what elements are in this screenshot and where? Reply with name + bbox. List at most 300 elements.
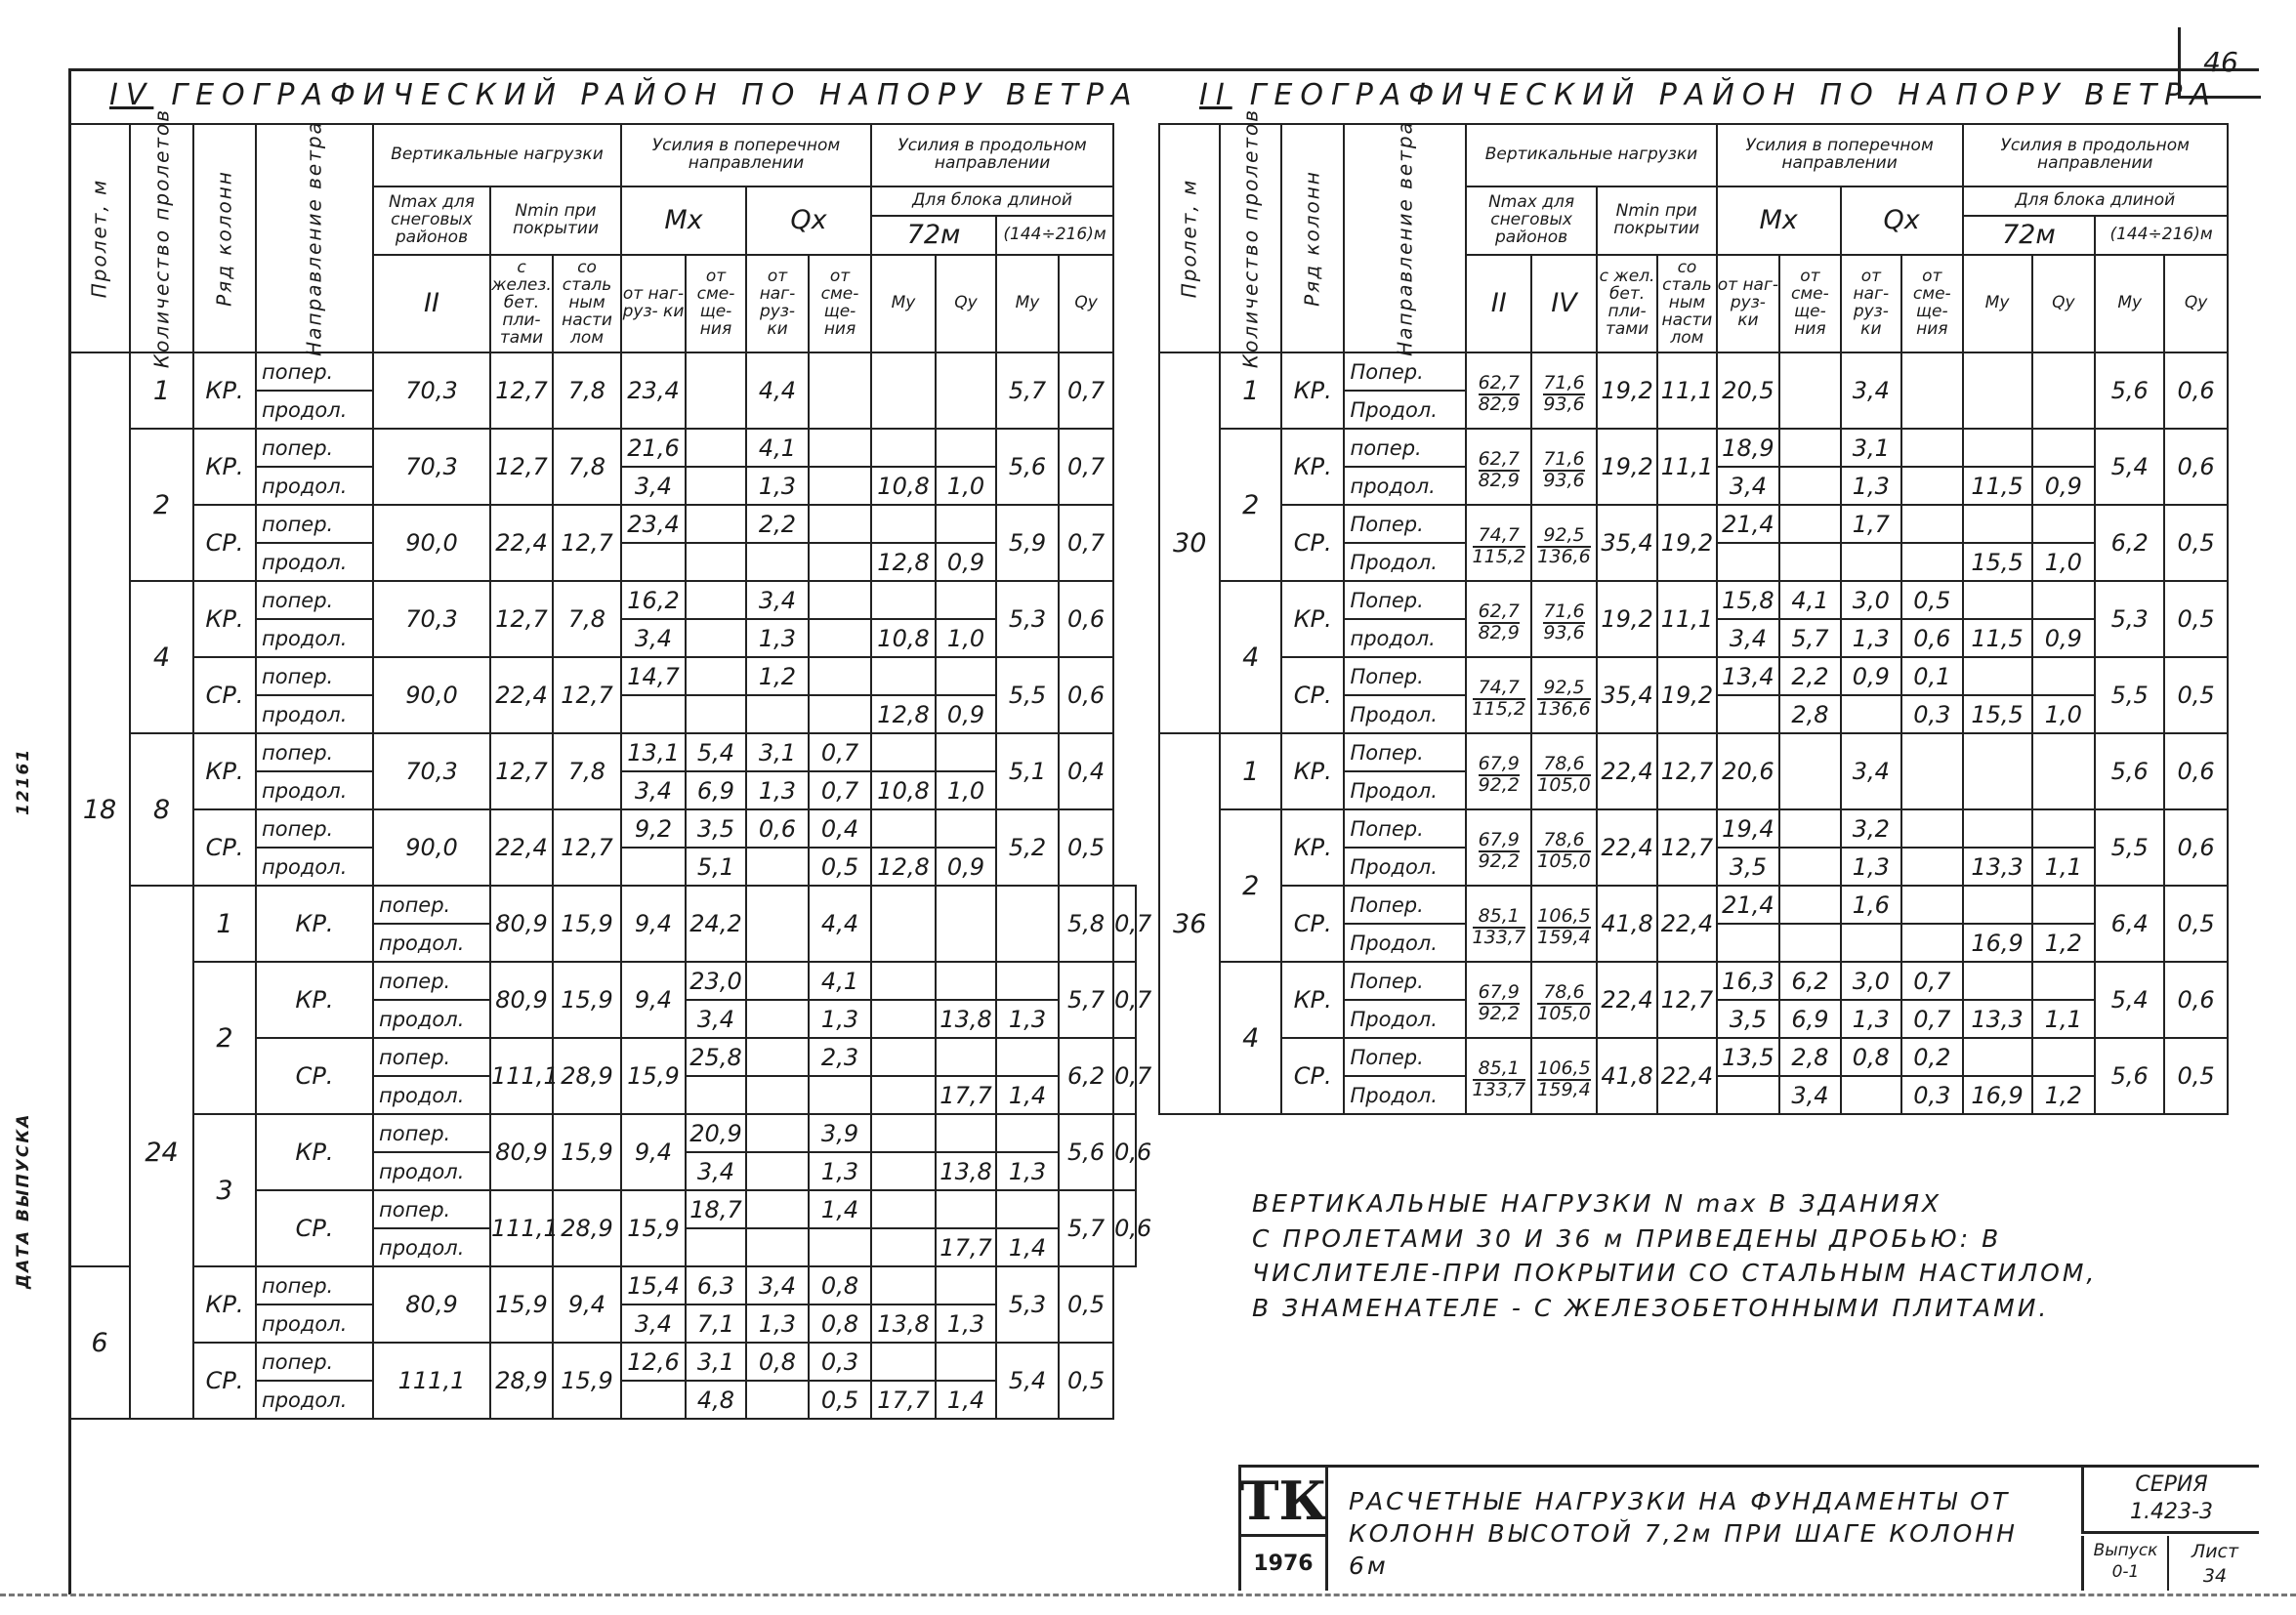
qy72-value bbox=[2032, 429, 2096, 467]
span-count: 2 bbox=[1220, 809, 1280, 962]
note-line: ВЕРТИКАЛЬНЫЕ НАГРУЗКИ N max В ЗДАНИЯХ bbox=[1252, 1189, 1942, 1218]
qx-load-value: 1,3 bbox=[809, 1152, 871, 1190]
table-row bbox=[1159, 657, 2228, 695]
table-row bbox=[1159, 505, 2228, 543]
qx-shift-value: 0,8 bbox=[809, 1304, 871, 1343]
denominator: 82,9 bbox=[1478, 621, 1520, 643]
qx-shift-header: от сме- ще- ния bbox=[809, 255, 871, 352]
mx-load-value bbox=[686, 1076, 746, 1114]
wind-direction: продол. bbox=[256, 1381, 373, 1419]
column-row: КР. bbox=[1281, 962, 1345, 1038]
long-forces-header: Усилия в продольном направлении bbox=[871, 124, 1113, 186]
qx-load-value: 0,6 bbox=[746, 809, 809, 848]
wind-direction: попер. bbox=[256, 1343, 373, 1381]
nmin-rc-value: 41,8 bbox=[1597, 886, 1657, 962]
mx-shift-value bbox=[1779, 429, 1840, 467]
nmin-rc-value: 22,4 bbox=[490, 809, 553, 886]
mx-shift-value: 6,3 bbox=[686, 1266, 746, 1304]
nmin-rc-header: с желез. бет. пли- тами bbox=[490, 255, 553, 352]
qx-load-value: 1,4 bbox=[809, 1190, 871, 1228]
mx-load-value: 23,0 bbox=[686, 962, 746, 1000]
nmin-steel-value: 19,2 bbox=[1657, 505, 1716, 581]
qy72-value bbox=[936, 429, 996, 467]
column-row: КР. bbox=[1281, 733, 1345, 809]
wind-direction: попер. bbox=[373, 1190, 490, 1228]
qy144-value: 0,7 bbox=[1059, 429, 1113, 505]
wind-direction: Попер. bbox=[1344, 1038, 1466, 1076]
qx-shift-value bbox=[1901, 848, 1962, 886]
r-vertical-loads-header: Вертикальные нагрузки bbox=[1466, 124, 1716, 186]
nmax-d2-value bbox=[1466, 505, 1531, 581]
mx-load-value: 3,4 bbox=[621, 1304, 686, 1343]
qy72-value bbox=[2032, 886, 2096, 924]
column-row: КР. bbox=[193, 1266, 256, 1343]
nmax-value: 111,1 bbox=[490, 1190, 553, 1266]
mx-load-value: 20,5 bbox=[1717, 352, 1780, 429]
my72-value bbox=[871, 809, 936, 848]
qy72-value bbox=[2032, 657, 2096, 695]
wind-direction: попер. bbox=[256, 733, 373, 771]
col-wind-header: Направление ветра bbox=[256, 124, 373, 352]
denominator: 93,6 bbox=[1543, 469, 1585, 491]
mx-load-value: 15,4 bbox=[621, 1266, 686, 1304]
qy72-value bbox=[2032, 505, 2096, 543]
mx-shift-value bbox=[1779, 848, 1840, 886]
span-count: 2 bbox=[193, 962, 256, 1114]
span-count: 6 bbox=[69, 1266, 130, 1419]
nmax-d4-value bbox=[1531, 1038, 1597, 1114]
table-row bbox=[69, 581, 1136, 619]
nmax-value: 111,1 bbox=[490, 1038, 553, 1114]
mx-load-value: 3,5 bbox=[1717, 848, 1780, 886]
my144-value: 5,6 bbox=[996, 429, 1059, 505]
my72-value bbox=[1963, 429, 2032, 467]
nmax-d4-value bbox=[1531, 886, 1597, 962]
mx-shift-value: 4,1 bbox=[1779, 581, 1840, 619]
denominator: 133,7 bbox=[1472, 926, 1525, 948]
my144-value: 5,3 bbox=[996, 581, 1059, 657]
block-length-header: Для блока длиной bbox=[871, 186, 1113, 216]
nmin-steel-value: 12,7 bbox=[1657, 733, 1716, 809]
qy144-value: 0,5 bbox=[1059, 809, 1113, 886]
nmax-value: 70,3 bbox=[373, 429, 490, 505]
block-144-header: (144÷216)м bbox=[996, 216, 1113, 255]
span-count: 1 bbox=[1220, 733, 1280, 809]
block-72-header: 72м bbox=[871, 216, 996, 255]
mx-load-value: 13,1 bbox=[621, 733, 686, 771]
qx-load-value bbox=[746, 695, 809, 733]
nmax-value: 90,0 bbox=[373, 505, 490, 581]
r-nmin-rc-header: с жел. бет. пли- тами bbox=[1597, 255, 1657, 352]
wind-direction: Продол. bbox=[1344, 1000, 1466, 1038]
mx-shift-value bbox=[686, 505, 746, 543]
my72-value bbox=[1963, 505, 2032, 543]
wind-direction: продол. bbox=[373, 1000, 490, 1038]
qy72-value: 1,4 bbox=[996, 1076, 1059, 1114]
qx-load-value: 4,4 bbox=[746, 352, 809, 429]
nmax-d4-value bbox=[1531, 429, 1597, 505]
my144-value: 5,5 bbox=[996, 657, 1059, 733]
qy144-value: 0,7 bbox=[1113, 962, 1136, 1038]
qx-load-value bbox=[746, 543, 809, 581]
nmin-rc-value: 12,7 bbox=[490, 733, 553, 809]
my72-value: 13,3 bbox=[1963, 1000, 2032, 1038]
qx-load-value: 3,4 bbox=[746, 1266, 809, 1304]
wind-direction: Попер. bbox=[1344, 962, 1466, 1000]
table-row bbox=[1159, 429, 2228, 467]
table-row bbox=[69, 809, 1136, 848]
nmin-rc-value: 35,4 bbox=[1597, 657, 1657, 733]
qy144-value: 0,5 bbox=[2164, 581, 2228, 657]
nmin-steel-value: 9,4 bbox=[621, 962, 686, 1038]
qy72-value bbox=[936, 657, 996, 695]
wind-direction: Продол. bbox=[1344, 848, 1466, 886]
denominator: 159,4 bbox=[1537, 1078, 1591, 1100]
column-row: СР. bbox=[1281, 886, 1345, 962]
numerator: 74,7 bbox=[1473, 679, 1525, 700]
nmin-rc-value: 12,7 bbox=[490, 581, 553, 657]
wind-direction: продол. bbox=[256, 1304, 373, 1343]
column-row: КР. bbox=[193, 429, 256, 505]
mx-shift-value: 3,1 bbox=[686, 1343, 746, 1381]
my72-value bbox=[871, 1266, 936, 1304]
span-count: 1 bbox=[1220, 352, 1280, 429]
my144-value: 5,7 bbox=[996, 352, 1059, 429]
fraction bbox=[1479, 602, 1520, 643]
mx-load-value: 21,4 bbox=[1717, 886, 1780, 924]
nmin-steel-header: со сталь ным насти лом bbox=[553, 255, 621, 352]
column-row: КР. bbox=[193, 733, 256, 809]
qy144-value: 0,7 bbox=[1059, 352, 1113, 429]
nmin-rc-value: 15,9 bbox=[490, 1266, 553, 1343]
fraction bbox=[1472, 523, 1525, 567]
qy72-value: 1,0 bbox=[936, 619, 996, 657]
qx-load-value: 3,4 bbox=[1841, 352, 1901, 429]
wind-direction: Попер. bbox=[1344, 733, 1466, 771]
nmin-steel-value: 9,4 bbox=[621, 886, 686, 962]
column-row: СР. bbox=[256, 1038, 373, 1114]
mx-shift-value: 3,4 bbox=[1779, 1076, 1840, 1114]
nmax-district-header: II bbox=[373, 255, 490, 352]
my72-value bbox=[1963, 733, 2032, 809]
wind-direction: попер. bbox=[373, 886, 490, 924]
mx-load-value bbox=[621, 695, 686, 733]
nmin-rc-value: 41,8 bbox=[1597, 1038, 1657, 1114]
denominator: 92,2 bbox=[1478, 849, 1520, 872]
denominator: 93,6 bbox=[1543, 393, 1585, 415]
table-row bbox=[1159, 962, 2228, 1000]
mx-load-value: 18,9 bbox=[1717, 429, 1780, 467]
qy144-value: 0,6 bbox=[2164, 352, 2228, 429]
qx-shift-value bbox=[1901, 429, 1962, 467]
nmin-rc-value: 19,2 bbox=[1597, 581, 1657, 657]
nmin-steel-value: 12,7 bbox=[553, 505, 621, 581]
mx-load-value: 16,3 bbox=[1717, 962, 1780, 1000]
span-count: 4 bbox=[1220, 962, 1280, 1114]
mx-load-header: от наг- руз- ки bbox=[621, 255, 686, 352]
wind-direction: попер. bbox=[373, 962, 490, 1000]
denominator: 92,2 bbox=[1478, 1002, 1520, 1024]
nmin-steel-value: 12,7 bbox=[1657, 962, 1716, 1038]
mx-load-value bbox=[686, 1228, 746, 1266]
nmin-steel-value: 11,1 bbox=[1657, 581, 1716, 657]
my144-value: 5,3 bbox=[996, 1266, 1059, 1343]
nmin-steel-value: 12,7 bbox=[553, 657, 621, 733]
numerator: 92,5 bbox=[1537, 526, 1590, 548]
nmin-steel-value: 22,4 bbox=[1657, 1038, 1716, 1114]
mx-shift-value bbox=[1779, 352, 1840, 429]
qy72-value: 1,2 bbox=[2032, 1076, 2096, 1114]
qx-load-value bbox=[809, 1228, 871, 1266]
r-qy72-header: Qy bbox=[2032, 255, 2096, 352]
mx-load-value: 3,4 bbox=[621, 467, 686, 505]
denominator: 105,0 bbox=[1537, 773, 1591, 796]
numerator: 78,6 bbox=[1537, 831, 1590, 852]
span-value: 18 bbox=[69, 352, 130, 1266]
qx-load-value: 1,3 bbox=[1841, 467, 1901, 505]
qx-shift-value: 0,7 bbox=[1901, 962, 1962, 1000]
wind-direction: попер. bbox=[256, 1266, 373, 1304]
nmax-d4-value bbox=[1531, 352, 1597, 429]
mx-header: Mx bbox=[621, 186, 746, 255]
my72-value: 17,7 bbox=[871, 1381, 936, 1419]
mx-load-value: 3,4 bbox=[686, 1000, 746, 1038]
mx-shift-value bbox=[1779, 886, 1840, 924]
my72-value: 12,8 bbox=[871, 695, 936, 733]
nmin-rc-value: 22,4 bbox=[1597, 809, 1657, 886]
my72-value bbox=[871, 352, 936, 429]
column-row: КР. bbox=[256, 962, 373, 1038]
column-row: СР. bbox=[193, 1343, 256, 1419]
qy72-header: Qy bbox=[936, 255, 996, 352]
qy144-value: 0,6 bbox=[1059, 657, 1113, 733]
fraction bbox=[1537, 523, 1591, 567]
nmax-d2-value bbox=[1466, 352, 1531, 429]
qx-load-value: 2,2 bbox=[746, 505, 809, 543]
r-my144-header: My bbox=[2095, 255, 2164, 352]
my144-value: 5,6 bbox=[2095, 733, 2164, 809]
fraction bbox=[1537, 904, 1591, 948]
release-date-label: ДАТА ВЫПУСКА bbox=[14, 1112, 33, 1289]
nmax-value: 70,3 bbox=[373, 581, 490, 657]
mx-shift-value bbox=[686, 429, 746, 467]
col-count-header: Количество пролетов bbox=[130, 124, 193, 352]
right-loads-table bbox=[1158, 107, 2229, 1115]
column-row: СР. bbox=[1281, 505, 1345, 581]
numerator: 85,1 bbox=[1473, 907, 1525, 929]
denominator: 105,0 bbox=[1537, 1002, 1591, 1024]
qx-shift-value bbox=[809, 543, 871, 581]
qy144-value: 0,7 bbox=[1113, 886, 1136, 962]
mx-shift-value bbox=[1779, 467, 1840, 505]
nmin-steel-value: 9,4 bbox=[553, 1266, 621, 1343]
qy144-value: 0,6 bbox=[2164, 429, 2228, 505]
fraction bbox=[1478, 980, 1520, 1024]
qx-load-value: 3,4 bbox=[746, 581, 809, 619]
wind-direction: продол. bbox=[256, 619, 373, 657]
qy72-value bbox=[996, 1038, 1059, 1076]
nmax-d2-value bbox=[1466, 657, 1531, 733]
qx-shift-value bbox=[1901, 467, 1962, 505]
qx-load-value: 0,9 bbox=[1841, 657, 1901, 695]
qx-load-value bbox=[1841, 1076, 1901, 1114]
mx-shift-value bbox=[746, 1152, 809, 1190]
qx-shift-value: 0,5 bbox=[809, 1381, 871, 1419]
mx-shift-value: 5,4 bbox=[686, 733, 746, 771]
qx-shift-value: 0,3 bbox=[1901, 1076, 1962, 1114]
wind-direction: продол. bbox=[373, 1152, 490, 1190]
my144-value: 5,3 bbox=[2095, 581, 2164, 657]
nmax-d2-value bbox=[1466, 733, 1531, 809]
my72-value bbox=[1963, 581, 2032, 619]
fraction bbox=[1537, 980, 1591, 1024]
qy72-value bbox=[2032, 962, 2096, 1000]
mx-load-value: 18,7 bbox=[686, 1190, 746, 1228]
qy144-value: 0,7 bbox=[1113, 1038, 1136, 1114]
mx-shift-value bbox=[746, 1000, 809, 1038]
mx-load-value: 16,2 bbox=[621, 581, 686, 619]
table-row bbox=[69, 352, 1136, 391]
r-nmax-header: Nmax для снеговых районов bbox=[1466, 186, 1597, 255]
left-table-title bbox=[109, 78, 1140, 112]
wind-direction: Продол. bbox=[1344, 695, 1466, 733]
qx-shift-value bbox=[809, 695, 871, 733]
my72-value: 16,9 bbox=[1963, 924, 2032, 962]
qx-load-value: 3,0 bbox=[1841, 962, 1901, 1000]
my72-value bbox=[1963, 886, 2032, 924]
nmin-rc-value: 12,7 bbox=[490, 429, 553, 505]
wind-direction: Продол. bbox=[1344, 771, 1466, 809]
nmin-rc-value: 22,4 bbox=[490, 657, 553, 733]
wind-direction: попер. bbox=[256, 581, 373, 619]
column-row: СР. bbox=[193, 505, 256, 581]
qx-shift-value: 0,3 bbox=[1901, 695, 1962, 733]
qx-shift-value bbox=[809, 467, 871, 505]
wind-direction: попер. bbox=[1344, 429, 1466, 467]
wind-direction: продол. bbox=[256, 848, 373, 886]
qx-shift-value bbox=[809, 352, 871, 429]
wind-direction: продол. bbox=[373, 1228, 490, 1266]
issue-box bbox=[2081, 1536, 2169, 1591]
nmax-d4-value bbox=[1531, 733, 1597, 809]
qx-shift-value bbox=[1901, 733, 1962, 809]
qy72-value: 1,1 bbox=[2032, 1000, 2096, 1038]
qx-load-value: 1,3 bbox=[746, 619, 809, 657]
note-line: ЧИСЛИТЕЛЕ-ПРИ ПОКРЫТИИ СО СТАЛЬНЫМ НАСТИЛОМ, bbox=[1252, 1259, 2098, 1287]
wind-direction: продол. bbox=[373, 924, 490, 962]
qx-load-value bbox=[1841, 543, 1901, 581]
nmin-rc-value: 28,9 bbox=[553, 1038, 621, 1114]
wind-direction: Попер. bbox=[1344, 809, 1466, 848]
numerator: 62,7 bbox=[1478, 447, 1520, 470]
wind-direction: попер. bbox=[256, 505, 373, 543]
column-row: КР. bbox=[193, 352, 256, 429]
denominator: 82,9 bbox=[1478, 469, 1520, 491]
qy72-value bbox=[936, 1343, 996, 1381]
my144-value: 5,7 bbox=[1059, 962, 1113, 1038]
qx-shift-value: 0,2 bbox=[1901, 1038, 1962, 1076]
fraction bbox=[1537, 1056, 1591, 1100]
mx-load-value: 15,8 bbox=[1717, 581, 1780, 619]
my72-value: 11,5 bbox=[1963, 467, 2032, 505]
denominator: 159,4 bbox=[1537, 926, 1591, 948]
qx-shift-value bbox=[871, 1038, 936, 1076]
my72-value: 13,3 bbox=[1963, 848, 2032, 886]
qy72-value bbox=[2032, 581, 2096, 619]
nmax-d4-value bbox=[1531, 505, 1597, 581]
denominator: 133,7 bbox=[1472, 1078, 1525, 1100]
numerator: 67,9 bbox=[1478, 980, 1520, 1003]
numerator: 67,9 bbox=[1478, 752, 1520, 774]
mx-load-value: 3,4 bbox=[1717, 619, 1780, 657]
qx-load-value bbox=[1841, 924, 1901, 962]
qy72-value: 1,1 bbox=[2032, 848, 2096, 886]
fraction bbox=[1472, 1056, 1525, 1100]
wind-direction: Попер. bbox=[1344, 581, 1466, 619]
span-count: 1 bbox=[130, 352, 193, 429]
wind-direction: Попер. bbox=[1344, 657, 1466, 695]
span-value: 36 bbox=[1159, 733, 1220, 1114]
fraction bbox=[1543, 602, 1584, 643]
mx-load-value: 3,4 bbox=[1717, 467, 1780, 505]
qy72-value: 1,3 bbox=[936, 1304, 996, 1343]
my72-value: 10,8 bbox=[871, 619, 936, 657]
nmax-d4-value bbox=[1531, 581, 1597, 657]
wind-direction: продол. bbox=[1344, 619, 1466, 657]
left-title-text: ГЕОГРАФИЧЕСКИЙ РАЙОН ПО НАПОРУ ВЕТРА bbox=[171, 78, 1140, 112]
column-row: СР. bbox=[256, 1190, 373, 1266]
nmax-d4-value bbox=[1531, 962, 1597, 1038]
fraction bbox=[1543, 371, 1585, 415]
numerator: 74,7 bbox=[1473, 526, 1525, 548]
my72-value: 13,8 bbox=[871, 1304, 936, 1343]
qx-load-value: 4,1 bbox=[809, 962, 871, 1000]
my144-header: My bbox=[996, 255, 1059, 352]
nmin-rc-value: 15,9 bbox=[553, 886, 621, 962]
series-label: СЕРИЯ bbox=[2135, 1472, 2208, 1497]
table-row bbox=[1159, 1038, 2228, 1076]
qy144-value: 0,4 bbox=[1059, 733, 1113, 809]
issue-label: Выпуск bbox=[2093, 1541, 2158, 1560]
qy72-value: 1,0 bbox=[936, 467, 996, 505]
mx-load-value: 19,4 bbox=[1717, 809, 1780, 848]
wind-direction: Попер. bbox=[1344, 886, 1466, 924]
r-mx-shift-header: от сме- ще- ния bbox=[1779, 255, 1840, 352]
r-my72-header: My bbox=[1963, 255, 2032, 352]
qy144-value: 0,5 bbox=[1059, 1343, 1113, 1419]
qx-shift-value bbox=[871, 1114, 936, 1152]
nmin-steel-value: 15,9 bbox=[621, 1190, 686, 1266]
wind-direction: Продол. bbox=[1344, 543, 1466, 581]
nmax-header: Nmax для снеговых районов bbox=[373, 186, 490, 255]
qx-shift-value: 0,7 bbox=[809, 771, 871, 809]
nmin-steel-value: 15,9 bbox=[621, 1038, 686, 1114]
table-row bbox=[69, 886, 1136, 924]
nmax-value: 111,1 bbox=[373, 1343, 490, 1419]
qx-load-value: 1,2 bbox=[746, 657, 809, 695]
my72-value bbox=[1963, 1038, 2032, 1076]
numerator: 78,6 bbox=[1537, 755, 1590, 776]
fraction bbox=[1478, 447, 1520, 491]
span-count: 4 bbox=[1220, 581, 1280, 733]
mx-load-value bbox=[1717, 695, 1780, 733]
qy144-value: 0,5 bbox=[2164, 505, 2228, 581]
qy72-value bbox=[936, 809, 996, 848]
my72-value bbox=[871, 1343, 936, 1381]
wind-direction: продол. bbox=[1344, 467, 1466, 505]
my72-value: 15,5 bbox=[1963, 543, 2032, 581]
denominator: 93,6 bbox=[1543, 621, 1585, 643]
